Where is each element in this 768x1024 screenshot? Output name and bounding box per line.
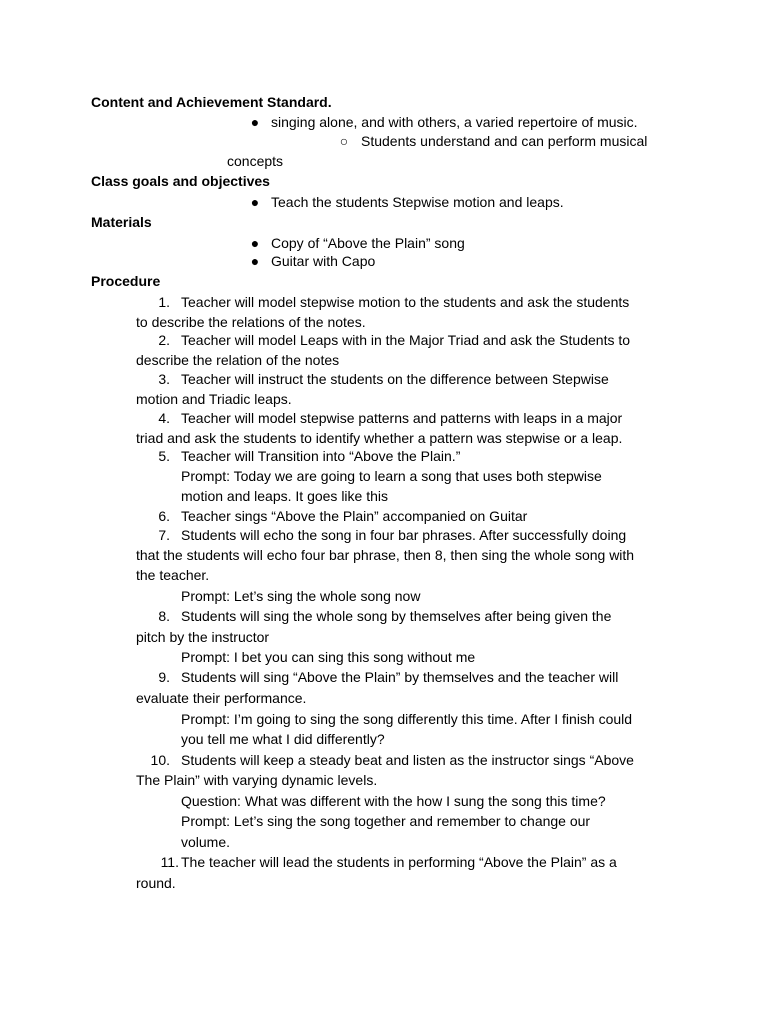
step-text: to describe the relations of the notes. xyxy=(136,314,366,330)
class-goals-heading: Class goals and objectives xyxy=(91,173,270,189)
step-number: 10. xyxy=(150,752,170,768)
step-text: describe the relation of the notes xyxy=(136,352,340,368)
step-prompt: you tell me what I did differently? xyxy=(181,731,385,747)
materials-heading: Materials xyxy=(91,214,152,230)
step-text: The Plain” with varying dynamic levels. xyxy=(136,772,378,788)
step-prompt: Prompt: Let’s sing the whole song now xyxy=(181,588,421,604)
step-prompt: Prompt: Let’s sing the song together and remember to change our xyxy=(181,813,591,829)
content-standard-bullet: singing alone, and with others, a varied repertoire of music. xyxy=(271,114,638,130)
bullet-icon: ● xyxy=(250,194,260,210)
bullet-icon: ● xyxy=(250,114,260,130)
step-text: Students will keep a steady beat and listen as the instructor sings “Above xyxy=(181,752,634,768)
step-text: Teacher will Transition into “Above the Plain.” xyxy=(181,448,461,464)
step-number: 4. xyxy=(158,410,170,426)
content-standard-sub-bullet-cont: concepts xyxy=(227,153,284,169)
step-prompt: Prompt: I bet you can sing this song without me xyxy=(181,649,476,665)
step-prompt: Prompt: I’m going to sing the song differently this time. After I finish could xyxy=(181,711,633,727)
step-text: Teacher will instruct the students on the difference between Stepwise xyxy=(181,371,609,387)
step-text: Teacher will model stepwise patterns and patterns with leaps in a major xyxy=(181,410,623,426)
materials-item: Copy of “Above the Plain” song xyxy=(271,235,465,251)
content-standard-sub-bullet: Students understand and can perform musical xyxy=(361,133,648,149)
step-number: 2. xyxy=(158,332,170,348)
step-number: 1. xyxy=(158,294,170,310)
step-number: 11. xyxy=(160,854,179,870)
step-number: 9. xyxy=(158,669,170,685)
procedure-heading: Procedure xyxy=(91,273,161,289)
step-text: Teacher will model Leaps with in the Major Triad and ask the Students to xyxy=(181,332,631,348)
step-question: Question: What was different with the how I sung the song this time? xyxy=(181,793,606,809)
step-number: 3. xyxy=(158,371,170,387)
bullet-icon: ● xyxy=(250,235,260,251)
step-number: 7. xyxy=(158,527,170,543)
step-text: motion and Triadic leaps. xyxy=(136,391,292,407)
class-goals-bullet: Teach the students Stepwise motion and leaps. xyxy=(271,194,564,210)
step-text: Teacher sings “Above the Plain” accompanied on Guitar xyxy=(181,508,528,524)
step-text: pitch by the instructor xyxy=(136,629,270,645)
step-number: 8. xyxy=(158,608,170,624)
step-prompt: volume. xyxy=(181,834,231,850)
step-text: Students will sing the whole song by themselves after being given the xyxy=(181,608,612,624)
step-text: Students will echo the song in four bar phrases. After successfully doing xyxy=(181,527,627,543)
step-text: evaluate their performance. xyxy=(136,690,307,706)
step-prompt: motion and leaps. It goes like this xyxy=(181,488,389,504)
sub-bullet-icon: ○ xyxy=(339,133,349,149)
step-text: triad and ask the students to identify whether a pattern was stepwise or a leap. xyxy=(136,430,623,446)
step-text: round. xyxy=(136,875,176,891)
step-text: that the students will echo four bar phrase, then 8, then sing the whole song with xyxy=(136,547,635,563)
step-text: The teacher will lead the students in performing “Above the Plain” as a xyxy=(181,854,617,870)
materials-item: Guitar with Capo xyxy=(271,253,376,269)
step-text: the teacher. xyxy=(136,567,210,583)
step-number: 5. xyxy=(158,448,170,464)
bullet-icon: ● xyxy=(250,253,260,269)
step-text: Students will sing “Above the Plain” by themselves and the teacher will xyxy=(181,669,619,685)
step-number: 6. xyxy=(158,508,170,524)
step-prompt: Prompt: Today we are going to learn a song that uses both stepwise xyxy=(181,468,602,484)
step-text: Teacher will model stepwise motion to the students and ask the students xyxy=(181,294,630,310)
content-standard-heading: Content and Achievement Standard. xyxy=(91,94,332,110)
